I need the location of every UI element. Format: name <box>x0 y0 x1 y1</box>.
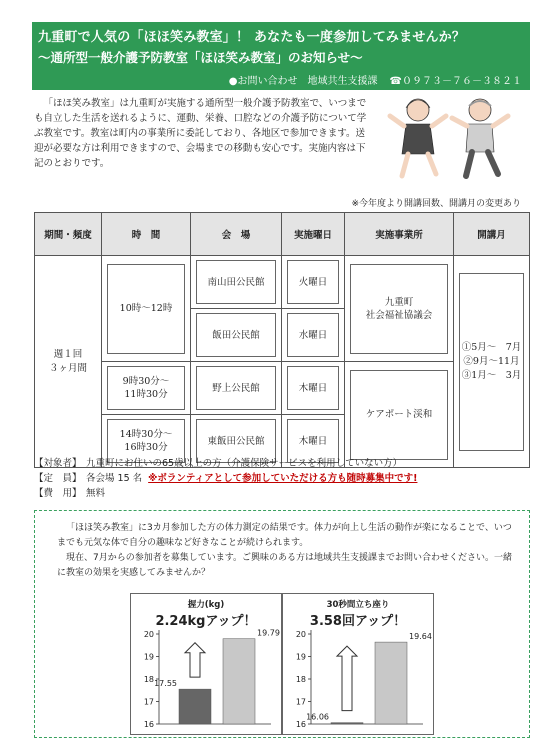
col-period: 期間・頻度 <box>35 213 102 256</box>
y-tick-label: 16 <box>143 720 154 729</box>
bar <box>179 689 211 724</box>
capacity-row <box>34 471 417 486</box>
data-label: 16.06 <box>306 712 329 722</box>
chart-headline: 2.24kgアップ！ <box>155 614 257 629</box>
chart-headline: 3.58回アップ！ <box>309 614 407 629</box>
bar <box>375 642 407 724</box>
venue-cell: 南山田公民館 <box>196 260 276 304</box>
schedule-table <box>34 212 530 468</box>
col-time: 時 間 <box>102 213 191 256</box>
chart-title: 30秒間立ち座り <box>326 600 390 610</box>
y-tick-label: 16 <box>295 720 306 729</box>
bar <box>331 723 363 724</box>
data-label: 19.64 <box>409 632 432 642</box>
table-row <box>35 256 530 309</box>
venue-cell: 飯田公民館 <box>196 313 276 357</box>
up-arrow-icon <box>185 643 205 677</box>
data-label: 17.55 <box>154 679 177 689</box>
col-provider: 実施事業所 <box>345 213 454 256</box>
fee-text: 無料 <box>86 488 106 499</box>
day-cell: 木曜日 <box>287 419 339 463</box>
time-cell: 10時～12時 <box>107 264 185 354</box>
target-row <box>34 456 417 471</box>
month-cell: ①5月～ 7月 ②9月～11月 ③1月～ 3月 <box>459 273 524 451</box>
table-header-row <box>35 213 530 256</box>
target-text: 九重町にお住いの65歳以上の方（介護保険サービスを利用していない方） <box>86 458 403 469</box>
period-cell: 週１回 ３ヶ月間 <box>35 256 102 468</box>
up-arrow-icon <box>337 646 357 711</box>
time-cell: 9時30分～ 11時30分 <box>107 366 185 410</box>
y-tick-label: 18 <box>143 675 154 684</box>
fee-row <box>34 486 417 501</box>
venue-cell: 野上公民館 <box>196 366 276 410</box>
contact-line <box>229 72 522 87</box>
header-banner <box>32 22 530 90</box>
schedule-change-note: ※今年度より開講回数、開講月の変更あり <box>351 199 521 209</box>
page-title: 九重町で人気の「ほほ笑み教室」！ あなたも一度参加してみませんか？ <box>38 30 466 45</box>
provider-cell: 九重町 社会福祉協議会 <box>350 264 448 354</box>
results-paragraph-1: 「ほほ笑み教室」に3カ月参加した方の体力測定の結果です。体力が向上し生活の動作が楽になることで、いつまでも元気な体で自分の趣味など好きなことが続けられます。 <box>57 523 512 548</box>
day-cell: 水曜日 <box>287 313 339 357</box>
target-label: 【対象者】 <box>34 458 82 469</box>
y-tick-label: 20 <box>295 630 306 639</box>
intro-paragraph: 「ほほ笑み教室」は九重町が実施する通所型一般介護予防教室で、いつまでも自立した生活を送れるように、運動、栄養、口腔などの介護予防について学ぶ教室です。教室は町内の事業所に委託しており、各地区で参加できます。送迎が必要な方は利用できますので、会場までの移動も安心です。実施内容は下記のとおりです。 <box>34 98 367 169</box>
col-day: 実施曜日 <box>282 213 345 256</box>
contact-label: ●お問い合わせ 地域共生支援課 <box>228 76 378 87</box>
time-cell: 14時30分～ 16時30分 <box>107 419 185 463</box>
venue-cell: 東飯田公民館 <box>196 419 276 463</box>
y-tick-label: 18 <box>295 675 306 684</box>
chart-title: 握力(kg) <box>187 600 225 610</box>
data-label: 19.79 <box>257 628 280 638</box>
requirements-block <box>34 456 417 501</box>
provider-cell: ケアポート渓和 <box>350 370 448 460</box>
capacity-label: 【定 員】 <box>34 473 82 484</box>
results-box <box>34 510 530 738</box>
y-tick-label: 19 <box>143 652 154 662</box>
y-tick-label: 19 <box>295 652 306 662</box>
col-venue: 会 場 <box>191 213 282 256</box>
contact-phone: ☎０９７３－７６－３８２１ <box>389 76 522 87</box>
y-tick-label: 17 <box>143 697 154 707</box>
y-tick-label: 17 <box>295 697 306 707</box>
page-subtitle: ～通所型一般介護予防教室「ほほ笑み教室」のお知らせ～ <box>38 50 363 65</box>
y-tick-label: 20 <box>143 630 154 639</box>
col-month: 開講月 <box>454 213 530 256</box>
day-cell: 火曜日 <box>287 260 339 304</box>
elderly-couple-illustration <box>380 92 520 187</box>
sit-stand-chart <box>282 593 434 735</box>
day-cell: 木曜日 <box>287 366 339 410</box>
results-text <box>57 521 519 581</box>
volunteer-note: ※ボランティアとして参加していただける方も随時募集中です! <box>148 473 418 484</box>
capacity-text: 各会場 15 名 <box>86 473 143 484</box>
fee-label: 【費 用】 <box>34 488 82 499</box>
grip-strength-chart <box>130 593 282 735</box>
bar <box>223 639 255 724</box>
results-paragraph-2: 現在、7月からの参加者を募集しています。ご興味のある方は地域共生支援課までお問い合わせください。一緒に教室の効果を実感してみませんか？ <box>57 553 513 578</box>
